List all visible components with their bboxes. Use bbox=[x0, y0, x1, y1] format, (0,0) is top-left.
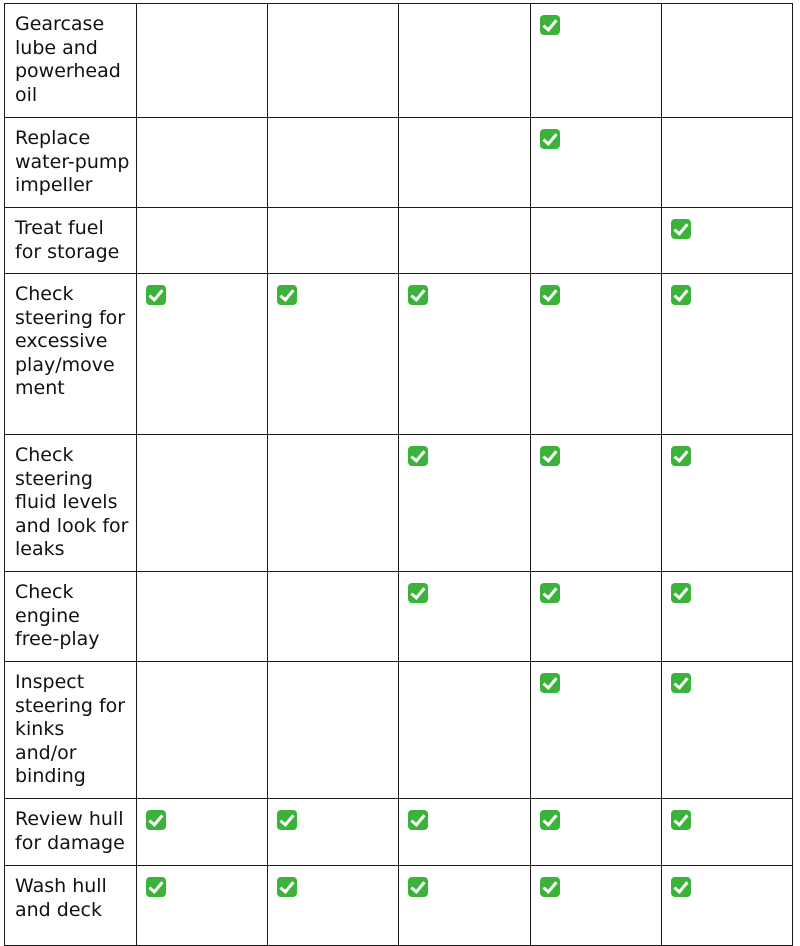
white-check-mark-icon bbox=[671, 673, 691, 693]
check-cell bbox=[137, 662, 268, 799]
check-cell bbox=[268, 572, 399, 662]
task-cell: Wash hull and deck bbox=[5, 866, 137, 946]
white-check-mark-icon bbox=[408, 877, 428, 897]
table-row bbox=[5, 118, 793, 208]
table-row bbox=[5, 274, 793, 435]
white-check-mark-icon bbox=[540, 15, 560, 35]
check-cell bbox=[137, 118, 268, 208]
check-cell bbox=[268, 662, 399, 799]
check-cell bbox=[399, 435, 530, 572]
maintenance-schedule-table bbox=[4, 3, 793, 946]
task-cell: Check steering for excessive play/movement bbox=[5, 274, 137, 435]
white-check-mark-icon bbox=[540, 673, 560, 693]
task-cell: Check engine free-play bbox=[5, 572, 137, 662]
white-check-mark-icon bbox=[277, 810, 297, 830]
white-check-mark-icon bbox=[671, 877, 691, 897]
check-cell bbox=[137, 572, 268, 662]
check-cell bbox=[268, 4, 399, 118]
white-check-mark-icon bbox=[671, 285, 691, 305]
table-body bbox=[5, 4, 793, 946]
white-check-mark-icon bbox=[277, 877, 297, 897]
check-cell bbox=[399, 4, 530, 118]
white-check-mark-icon bbox=[146, 810, 166, 830]
check-cell bbox=[399, 118, 530, 208]
white-check-mark-icon bbox=[408, 285, 428, 305]
white-check-mark-icon bbox=[540, 129, 560, 149]
check-cell bbox=[661, 4, 792, 118]
task-cell: Replace water-pump impeller bbox=[5, 118, 137, 208]
check-cell bbox=[268, 118, 399, 208]
white-check-mark-icon bbox=[540, 285, 560, 305]
table-row bbox=[5, 799, 793, 866]
white-check-mark-icon bbox=[408, 446, 428, 466]
check-cell bbox=[137, 799, 268, 866]
check-cell bbox=[268, 208, 399, 274]
check-cell bbox=[530, 662, 661, 799]
check-cell bbox=[137, 274, 268, 435]
check-cell bbox=[530, 435, 661, 572]
check-cell bbox=[268, 435, 399, 572]
table-row bbox=[5, 208, 793, 274]
check-cell bbox=[530, 118, 661, 208]
check-cell bbox=[661, 799, 792, 866]
task-cell: Treat fuel for storage bbox=[5, 208, 137, 274]
check-cell bbox=[661, 118, 792, 208]
white-check-mark-icon bbox=[540, 583, 560, 603]
white-check-mark-icon bbox=[540, 810, 560, 830]
check-cell bbox=[530, 274, 661, 435]
table-row bbox=[5, 572, 793, 662]
check-cell bbox=[399, 274, 530, 435]
check-cell bbox=[399, 662, 530, 799]
white-check-mark-icon bbox=[146, 285, 166, 305]
white-check-mark-icon bbox=[671, 583, 691, 603]
check-cell bbox=[399, 208, 530, 274]
white-check-mark-icon bbox=[146, 877, 166, 897]
check-cell bbox=[137, 208, 268, 274]
white-check-mark-icon bbox=[671, 810, 691, 830]
check-cell bbox=[268, 799, 399, 866]
white-check-mark-icon bbox=[540, 877, 560, 897]
white-check-mark-icon bbox=[671, 219, 691, 239]
check-cell bbox=[137, 4, 268, 118]
check-cell bbox=[530, 208, 661, 274]
task-cell: Review hull for damage bbox=[5, 799, 137, 866]
maintenance-table-container bbox=[4, 3, 793, 946]
check-cell bbox=[399, 572, 530, 662]
check-cell bbox=[399, 799, 530, 866]
task-cell: Inspect steering for kinks and/or binding bbox=[5, 662, 137, 799]
check-cell bbox=[661, 572, 792, 662]
check-cell bbox=[661, 274, 792, 435]
white-check-mark-icon bbox=[671, 446, 691, 466]
white-check-mark-icon bbox=[540, 446, 560, 466]
white-check-mark-icon bbox=[277, 285, 297, 305]
check-cell bbox=[530, 572, 661, 662]
check-cell bbox=[661, 208, 792, 274]
white-check-mark-icon bbox=[408, 583, 428, 603]
check-cell bbox=[661, 435, 792, 572]
check-cell bbox=[661, 662, 792, 799]
check-cell bbox=[268, 274, 399, 435]
table-row bbox=[5, 662, 793, 799]
table-row bbox=[5, 435, 793, 572]
table-row bbox=[5, 4, 793, 118]
check-cell bbox=[530, 4, 661, 118]
check-cell bbox=[137, 435, 268, 572]
check-cell bbox=[530, 799, 661, 866]
task-cell: Check steering fluid levels and look for leaks bbox=[5, 435, 137, 572]
white-check-mark-icon bbox=[408, 810, 428, 830]
task-cell: Gearcase lube and powerhead oil bbox=[5, 4, 137, 118]
